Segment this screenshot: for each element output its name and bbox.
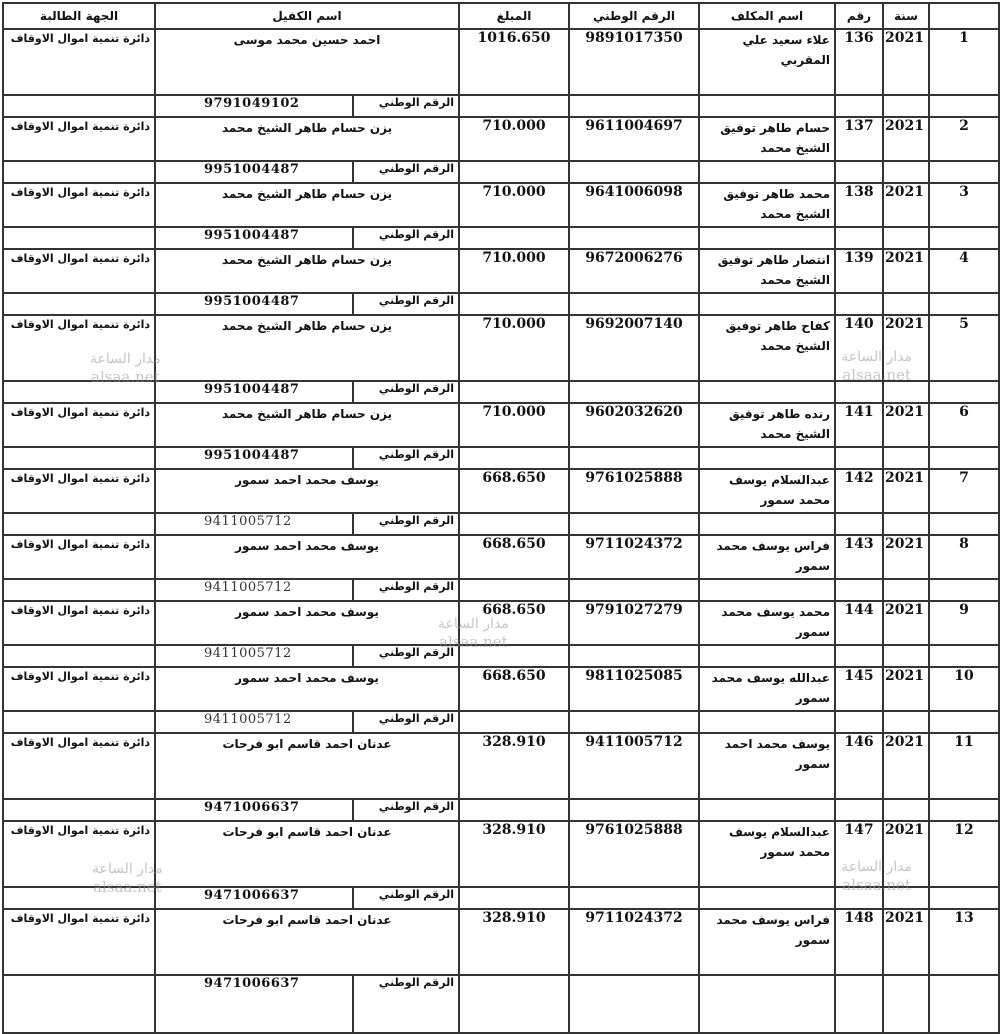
row-year: 2021 [883,821,929,887]
guarantor-id-row [3,975,999,1033]
guarantor-id-cell [155,513,459,535]
guarantor-id-row [3,161,999,183]
row-requesting-agency: دائرة تنمية اموال الاوقاف [3,183,155,227]
guarantor-id-cell [155,579,459,601]
empty-cell [835,381,883,403]
row-year: 2021 [883,403,929,447]
empty-cell [929,161,999,183]
row-national-id: 9811025085 [569,667,699,711]
empty-cell [929,579,999,601]
empty-cell [3,887,155,909]
watermark-arabic: مدار الساعة [90,351,161,367]
guarantor-national-id: 9791049102 [204,96,300,111]
row-number: 140 [835,315,883,381]
empty-cell [459,447,569,469]
empty-cell [929,711,999,733]
empty-cell [569,447,699,469]
guarantor-national-id: 9411005712 [204,514,292,529]
empty-cell [883,161,929,183]
row-amount: 710.000 [459,183,569,227]
empty-cell [459,293,569,315]
empty-cell [459,711,569,733]
row-guarantor-name: عدنان احمد قاسم ابو فرحات [155,909,459,975]
row-national-id: 9611004697 [569,117,699,161]
row-year: 2021 [883,535,929,579]
empty-cell [3,161,155,183]
row-national-id: 9711024372 [569,535,699,579]
row-national-id: 9411005712 [569,733,699,799]
empty-cell [3,711,155,733]
row-guarantor-name: يزن حسام طاهر الشيخ محمد [155,183,459,227]
row-number: 136 [835,29,883,95]
guarantor-id-cell [155,799,459,821]
header-year: سنة [883,3,929,29]
row-year: 2021 [883,315,929,381]
empty-cell [459,887,569,909]
table-row [3,601,999,645]
empty-cell [929,293,999,315]
empty-cell [883,381,929,403]
watermark-latin: alsaa.net [842,366,911,384]
empty-cell [835,161,883,183]
empty-cell [929,513,999,535]
header-national-id: الرقم الوطني [569,3,699,29]
watermark-latin: alsaa.net [842,876,911,894]
row-index: 8 [929,535,999,579]
row-index: 3 [929,183,999,227]
empty-cell [569,799,699,821]
empty-cell [699,975,835,1033]
row-amount: 710.000 [459,403,569,447]
empty-cell [3,227,155,249]
empty-cell [699,887,835,909]
empty-cell [459,161,569,183]
empty-cell [3,381,155,403]
empty-cell [699,799,835,821]
row-amount: 668.650 [459,535,569,579]
row-index: 9 [929,601,999,645]
empty-cell [3,513,155,535]
empty-cell [699,513,835,535]
watermark-arabic: مدار الساعة [841,859,912,875]
guarantor-id-label: الرقم الوطني [352,228,458,248]
row-debtor-name: يوسف محمد احمد سمور [699,733,835,799]
empty-cell [3,447,155,469]
watermark-arabic: مدار الساعة [92,861,163,877]
empty-cell [459,975,569,1033]
row-amount: 328.910 [459,821,569,887]
guarantor-national-id: 9411005712 [204,580,292,595]
guarantor-id-label: الرقم الوطني [352,976,458,1032]
empty-cell [835,975,883,1033]
row-amount: 710.000 [459,249,569,293]
guarantor-national-id: 9471006637 [204,888,300,903]
row-amount: 710.000 [459,117,569,161]
empty-cell [835,513,883,535]
row-national-id: 9692007140 [569,315,699,381]
guarantor-id-cell [155,293,459,315]
empty-cell [929,95,999,117]
guarantor-id-row [3,293,999,315]
guarantor-national-id: 9951004487 [204,382,300,397]
row-guarantor-name: يزن حسام طاهر الشيخ محمد [155,117,459,161]
guarantor-id-label: الرقم الوطني [352,514,458,534]
guarantor-id-label: الرقم الوطني [352,448,458,468]
guarantor-id-cell [155,447,459,469]
row-number: 144 [835,601,883,645]
guarantor-national-id: 9951004487 [204,228,300,243]
row-year: 2021 [883,733,929,799]
empty-cell [3,645,155,667]
row-number: 145 [835,667,883,711]
empty-cell [569,95,699,117]
guarantor-national-id: 9951004487 [204,294,300,309]
row-debtor-name: حسام طاهر توفيق الشيخ محمد [699,117,835,161]
guarantor-id-cell [155,227,459,249]
row-requesting-agency: دائرة تنمية اموال الاوقاف [3,403,155,447]
guarantor-national-id: 9951004487 [204,448,300,463]
row-year: 2021 [883,249,929,293]
row-year: 2021 [883,601,929,645]
guarantor-id-row [3,799,999,821]
empty-cell [883,645,929,667]
row-national-id: 9761025888 [569,469,699,513]
guarantor-id-cell [155,711,459,733]
row-debtor-name: عبدالسلام يوسف محمد سمور [699,821,835,887]
row-guarantor-name: يزن حسام طاهر الشيخ محمد [155,249,459,293]
watermark-latin: alsaa.net [91,368,160,386]
guarantor-id-row [3,711,999,733]
row-number: 146 [835,733,883,799]
table-row [3,183,999,227]
table-row [3,403,999,447]
row-index: 13 [929,909,999,975]
empty-cell [459,227,569,249]
empty-cell [699,227,835,249]
row-guarantor-name: يزن حسام طاهر الشيخ محمد [155,403,459,447]
empty-cell [459,95,569,117]
row-requesting-agency: دائرة تنمية اموال الاوقاف [3,667,155,711]
row-number: 142 [835,469,883,513]
row-amount: 668.650 [459,469,569,513]
empty-cell [569,227,699,249]
empty-cell [569,579,699,601]
empty-cell [569,381,699,403]
row-requesting-agency: دائرة تنمية اموال الاوقاف [3,535,155,579]
empty-cell [835,799,883,821]
empty-cell [569,293,699,315]
empty-cell [929,227,999,249]
empty-cell [699,711,835,733]
empty-cell [459,513,569,535]
empty-cell [883,579,929,601]
row-debtor-name: انتصار طاهر توفيق الشيخ محمد [699,249,835,293]
row-index: 12 [929,821,999,887]
empty-cell [883,293,929,315]
watermark-latin: alsaa.net [93,878,162,896]
empty-cell [699,381,835,403]
guarantor-id-label: الرقم الوطني [352,580,458,600]
row-national-id: 9891017350 [569,29,699,95]
row-index: 7 [929,469,999,513]
empty-cell [699,579,835,601]
table-row [3,909,999,975]
row-requesting-agency: دائرة تنمية اموال الاوقاف [3,249,155,293]
header-index [929,3,999,29]
table-row [3,249,999,293]
row-guarantor-name: يزن حسام طاهر الشيخ محمد [155,315,459,381]
empty-cell [569,887,699,909]
row-debtor-name: عبدالسلام يوسف محمد سمور [699,469,835,513]
records-table [2,2,1000,1034]
empty-cell [569,513,699,535]
empty-cell [883,887,929,909]
table-row [3,733,999,799]
guarantor-id-cell [155,975,459,1033]
empty-cell [929,887,999,909]
row-guarantor-name: يوسف محمد احمد سمور [155,601,459,645]
row-debtor-name: محمد يوسف محمد سمور [699,601,835,645]
empty-cell [929,381,999,403]
empty-cell [883,975,929,1033]
empty-cell [699,293,835,315]
row-debtor-name: فراس يوسف محمد سمور [699,909,835,975]
row-debtor-name: كفاح طاهر توفيق الشيخ محمد [699,315,835,381]
guarantor-id-label: الرقم الوطني [352,888,458,908]
row-guarantor-name: عدنان احمد قاسم ابو فرحات [155,821,459,887]
guarantor-id-row [3,513,999,535]
watermark-arabic: مدار الساعة [438,616,509,632]
row-year: 2021 [883,183,929,227]
header-requesting-agency: الجهة الطالبة [3,3,155,29]
empty-cell [929,447,999,469]
empty-cell [835,293,883,315]
row-number: 139 [835,249,883,293]
row-number: 143 [835,535,883,579]
watermark-arabic: مدار الساعة [841,349,912,365]
header-number: رقم [835,3,883,29]
empty-cell [459,645,569,667]
row-national-id: 9672006276 [569,249,699,293]
guarantor-id-cell [155,645,459,667]
row-index: 10 [929,667,999,711]
row-national-id: 9791027279 [569,601,699,645]
header-row [3,3,999,29]
row-requesting-agency: دائرة تنمية اموال الاوقاف [3,117,155,161]
empty-cell [883,227,929,249]
table-row [3,667,999,711]
table-row [3,29,999,95]
empty-cell [569,161,699,183]
row-index: 2 [929,117,999,161]
row-national-id: 9761025888 [569,821,699,887]
row-debtor-name: علاء سعيد علي المقربي [699,29,835,95]
row-amount: 710.000 [459,315,569,381]
header-amount: المبلغ [459,3,569,29]
empty-cell [459,579,569,601]
row-year: 2021 [883,117,929,161]
empty-cell [929,975,999,1033]
empty-cell [3,579,155,601]
row-guarantor-name: عدنان احمد قاسم ابو فرحات [155,733,459,799]
row-number: 137 [835,117,883,161]
guarantor-id-cell [155,161,459,183]
empty-cell [3,799,155,821]
guarantor-national-id: 9411005712 [204,646,292,661]
row-number: 138 [835,183,883,227]
guarantor-id-cell [155,887,459,909]
empty-cell [883,447,929,469]
empty-cell [3,975,155,1033]
row-year: 2021 [883,469,929,513]
guarantor-national-id: 9471006637 [204,976,300,991]
row-amount: 1016.650 [459,29,569,95]
row-requesting-agency: دائرة تنمية اموال الاوقاف [3,315,155,381]
row-debtor-name: رنده طاهر توفيق الشيخ محمد [699,403,835,447]
empty-cell [835,711,883,733]
empty-cell [3,293,155,315]
row-amount: 668.650 [459,601,569,645]
row-debtor-name: محمد طاهر توفيق الشيخ محمد [699,183,835,227]
empty-cell [699,95,835,117]
header-debtor-name: اسم المكلف [699,3,835,29]
guarantor-national-id: 9951004487 [204,162,300,177]
row-number: 148 [835,909,883,975]
row-requesting-agency: دائرة تنمية اموال الاوقاف [3,821,155,887]
empty-cell [3,95,155,117]
row-debtor-name: عبدالله يوسف محمد سمور [699,667,835,711]
row-number: 141 [835,403,883,447]
guarantor-national-id: 9471006637 [204,800,300,815]
empty-cell [835,645,883,667]
guarantor-id-label: الرقم الوطني [352,712,458,732]
row-guarantor-name: يوسف محمد احمد سمور [155,469,459,513]
row-guarantor-name: يوسف محمد احمد سمور [155,667,459,711]
row-requesting-agency: دائرة تنمية اموال الاوقاف [3,733,155,799]
row-guarantor-name: احمد حسين محمد موسى [155,29,459,95]
guarantor-id-row [3,95,999,117]
row-index: 11 [929,733,999,799]
row-amount: 328.910 [459,909,569,975]
empty-cell [835,95,883,117]
empty-cell [929,799,999,821]
row-index: 5 [929,315,999,381]
row-national-id: 9641006098 [569,183,699,227]
table-row [3,469,999,513]
row-year: 2021 [883,909,929,975]
header-guarantor-name: اسم الكفيل [155,3,459,29]
guarantor-id-cell [155,95,459,117]
row-national-id: 9602032620 [569,403,699,447]
empty-cell [929,645,999,667]
row-requesting-agency: دائرة تنمية اموال الاوقاف [3,29,155,95]
guarantor-id-row [3,381,999,403]
guarantor-national-id: 9411005712 [204,712,292,727]
row-index: 4 [929,249,999,293]
empty-cell [883,799,929,821]
guarantor-id-label: الرقم الوطني [352,162,458,182]
row-requesting-agency: دائرة تنمية اموال الاوقاف [3,601,155,645]
empty-cell [699,447,835,469]
empty-cell [835,447,883,469]
row-debtor-name: فراس يوسف محمد سمور [699,535,835,579]
row-index: 1 [929,29,999,95]
guarantor-id-row [3,227,999,249]
guarantor-id-row [3,645,999,667]
guarantor-id-row [3,447,999,469]
table-row [3,821,999,887]
guarantor-id-label: الرقم الوطني [352,96,458,116]
guarantor-id-label: الرقم الوطني [352,294,458,314]
empty-cell [699,645,835,667]
row-amount: 328.910 [459,733,569,799]
empty-cell [883,513,929,535]
empty-cell [569,711,699,733]
guarantor-id-cell [155,381,459,403]
table-row [3,315,999,381]
table-row [3,535,999,579]
guarantor-id-label: الرقم الوطني [352,800,458,820]
empty-cell [883,95,929,117]
row-guarantor-name: يوسف محمد احمد سمور [155,535,459,579]
empty-cell [459,799,569,821]
guarantor-id-row [3,579,999,601]
guarantor-id-label: الرقم الوطني [352,382,458,402]
empty-cell [883,711,929,733]
row-year: 2021 [883,29,929,95]
row-requesting-agency: دائرة تنمية اموال الاوقاف [3,469,155,513]
guarantor-id-label: الرقم الوطني [352,646,458,666]
empty-cell [835,579,883,601]
empty-cell [459,381,569,403]
empty-cell [569,645,699,667]
row-national-id: 9711024372 [569,909,699,975]
row-number: 147 [835,821,883,887]
row-amount: 668.650 [459,667,569,711]
table-row [3,117,999,161]
row-index: 6 [929,403,999,447]
guarantor-id-row [3,887,999,909]
empty-cell [699,161,835,183]
empty-cell [569,975,699,1033]
row-year: 2021 [883,667,929,711]
empty-cell [835,227,883,249]
empty-cell [835,887,883,909]
watermark-latin: alsaa.net [439,633,508,651]
row-requesting-agency: دائرة تنمية اموال الاوقاف [3,909,155,975]
